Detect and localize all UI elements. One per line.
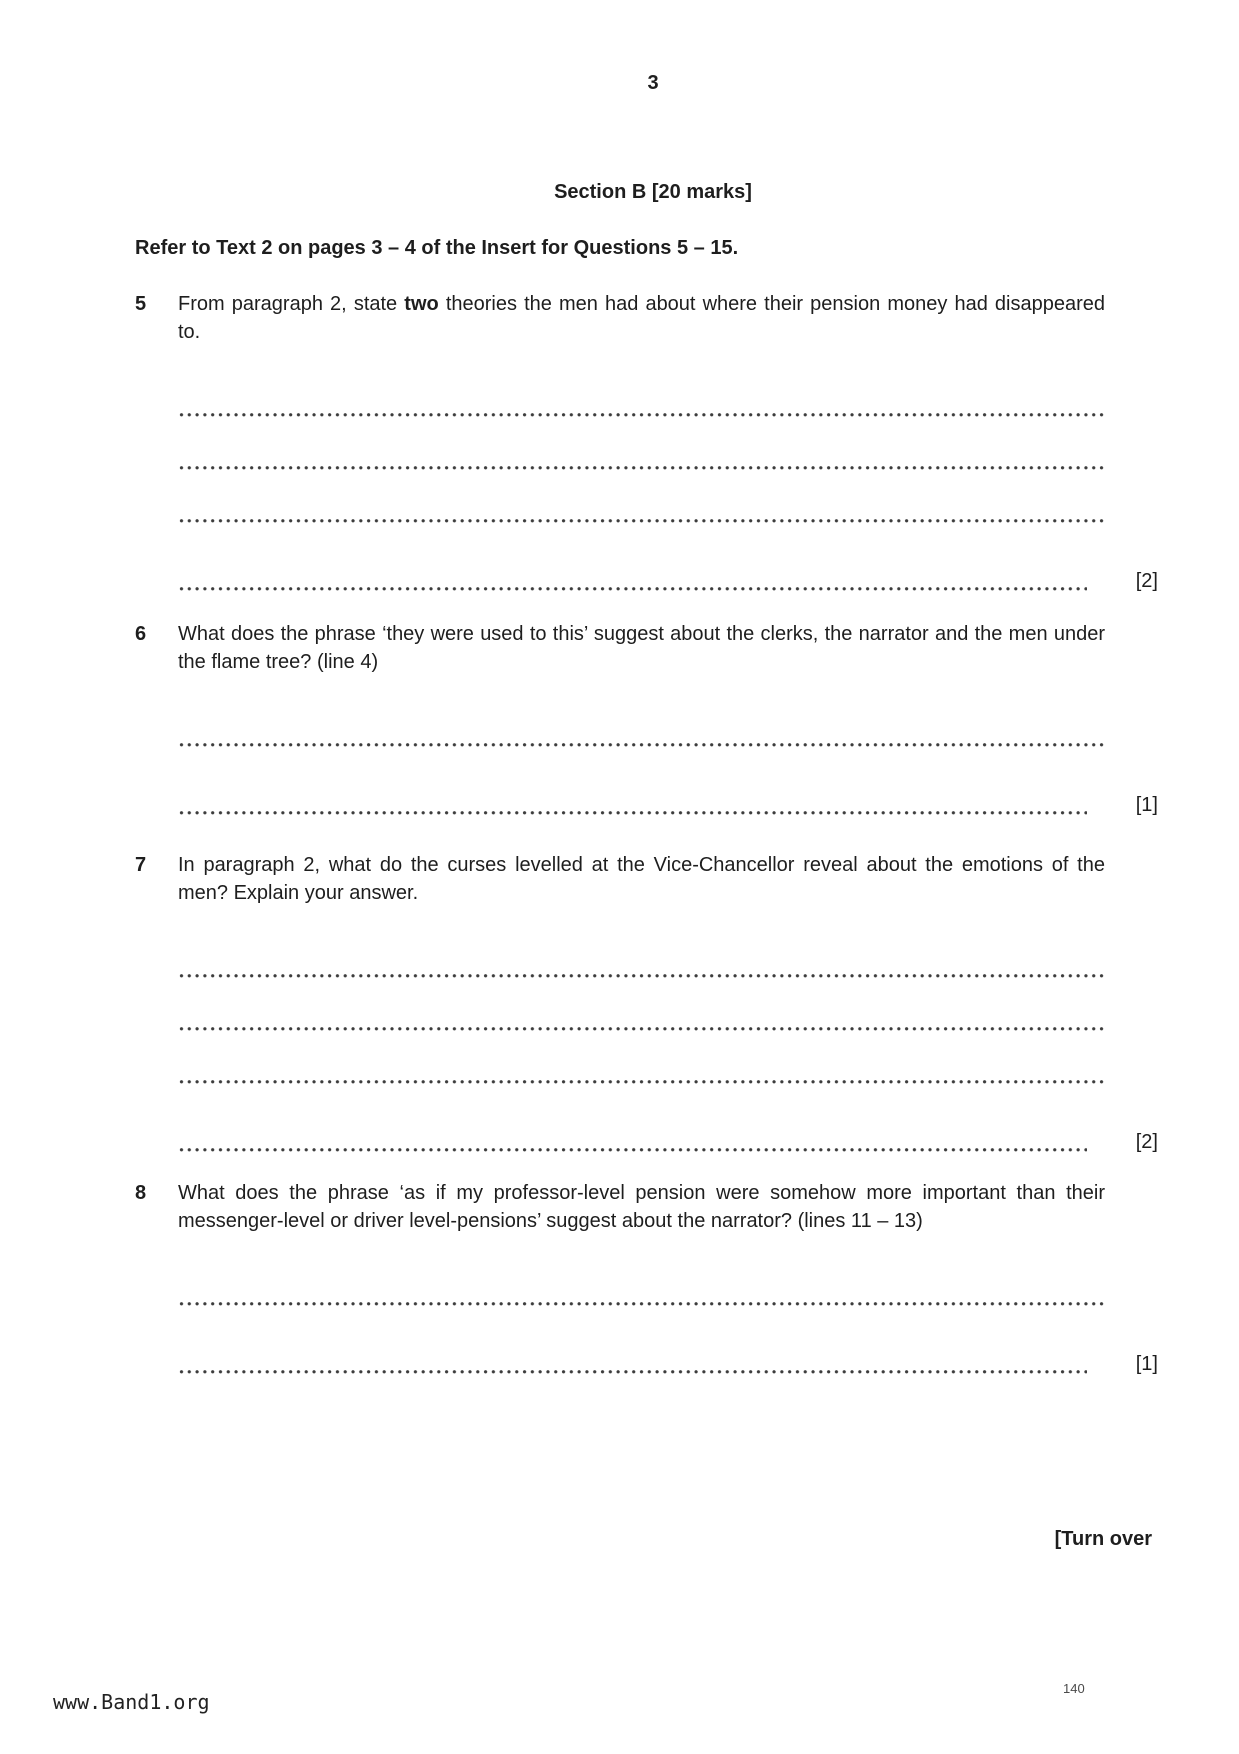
answer-dotted-line [178,1026,1105,1031]
question-text: What does the phrase ‘they were used to this’ suggest about the clerks, the narrator and the men under the flame tree? (line 4) [178,623,1105,673]
answer-dotted-line [178,586,1087,591]
answer-lines [178,742,1158,747]
question-marks: [2] [1135,1131,1158,1153]
answer-mark-line [178,571,1158,591]
answer-mark-line [178,1354,1158,1374]
page-number: 3 [647,72,659,94]
answer-dotted-line [178,810,1087,815]
footer-watermark: www.Band1.org [53,1690,210,1714]
answer-mark-line [178,1132,1158,1152]
question-7 [135,851,1158,1152]
question-text: What does the phrase ‘as if my professor-level pension were somehow more important than their messenger-level or driver level-pensions’ suggest about the narrator? (lines 11 – 13) [178,1182,1105,1232]
answer-lines [178,1301,1158,1306]
answer-dotted-line [178,518,1105,523]
answer-dotted-line [178,1079,1105,1084]
question-marks: [1] [1135,794,1158,816]
footer-page-code: 140 [1063,1681,1085,1696]
question-text-part: theories the men had about where their pension money had disappeared to. [178,293,1106,343]
question-5 [135,290,1158,591]
answer-dotted-line [178,1369,1087,1374]
question-text: In paragraph 2, what do the curses levelled at the Vice-Chancellor reveal about the emotions of the men? Explain your answer. [178,854,1105,904]
section-instruction: Refer to Text 2 on pages 3 – 4 of the Insert for Questions 5 – 15. [135,237,739,259]
answer-lines [178,973,1158,1084]
answer-area [178,1301,1158,1374]
question-number: 7 [135,854,147,876]
question-number: 6 [135,623,147,645]
question-text [178,290,1105,346]
answer-dotted-line [178,412,1105,417]
question-text-bold: two [404,293,439,315]
answer-dotted-line [178,1301,1105,1306]
question-number: 8 [135,1182,147,1204]
answer-area [178,973,1158,1152]
answer-area [178,412,1158,591]
question-number: 5 [135,293,147,315]
question-6 [135,620,1158,815]
answer-dotted-line [178,1147,1087,1152]
answer-lines [178,412,1158,523]
question-8 [135,1179,1158,1374]
answer-dotted-line [178,973,1105,978]
question-text-part: From paragraph 2, state [178,293,405,315]
answer-mark-line [178,795,1158,815]
turn-over-label: [Turn over [1054,1528,1152,1550]
answer-dotted-line [178,465,1105,470]
question-marks: [1] [1135,1353,1158,1375]
section-heading: Section B [20 marks] [554,181,752,203]
question-marks: [2] [1135,570,1158,592]
answer-dotted-line [178,742,1105,747]
answer-area [178,742,1158,815]
